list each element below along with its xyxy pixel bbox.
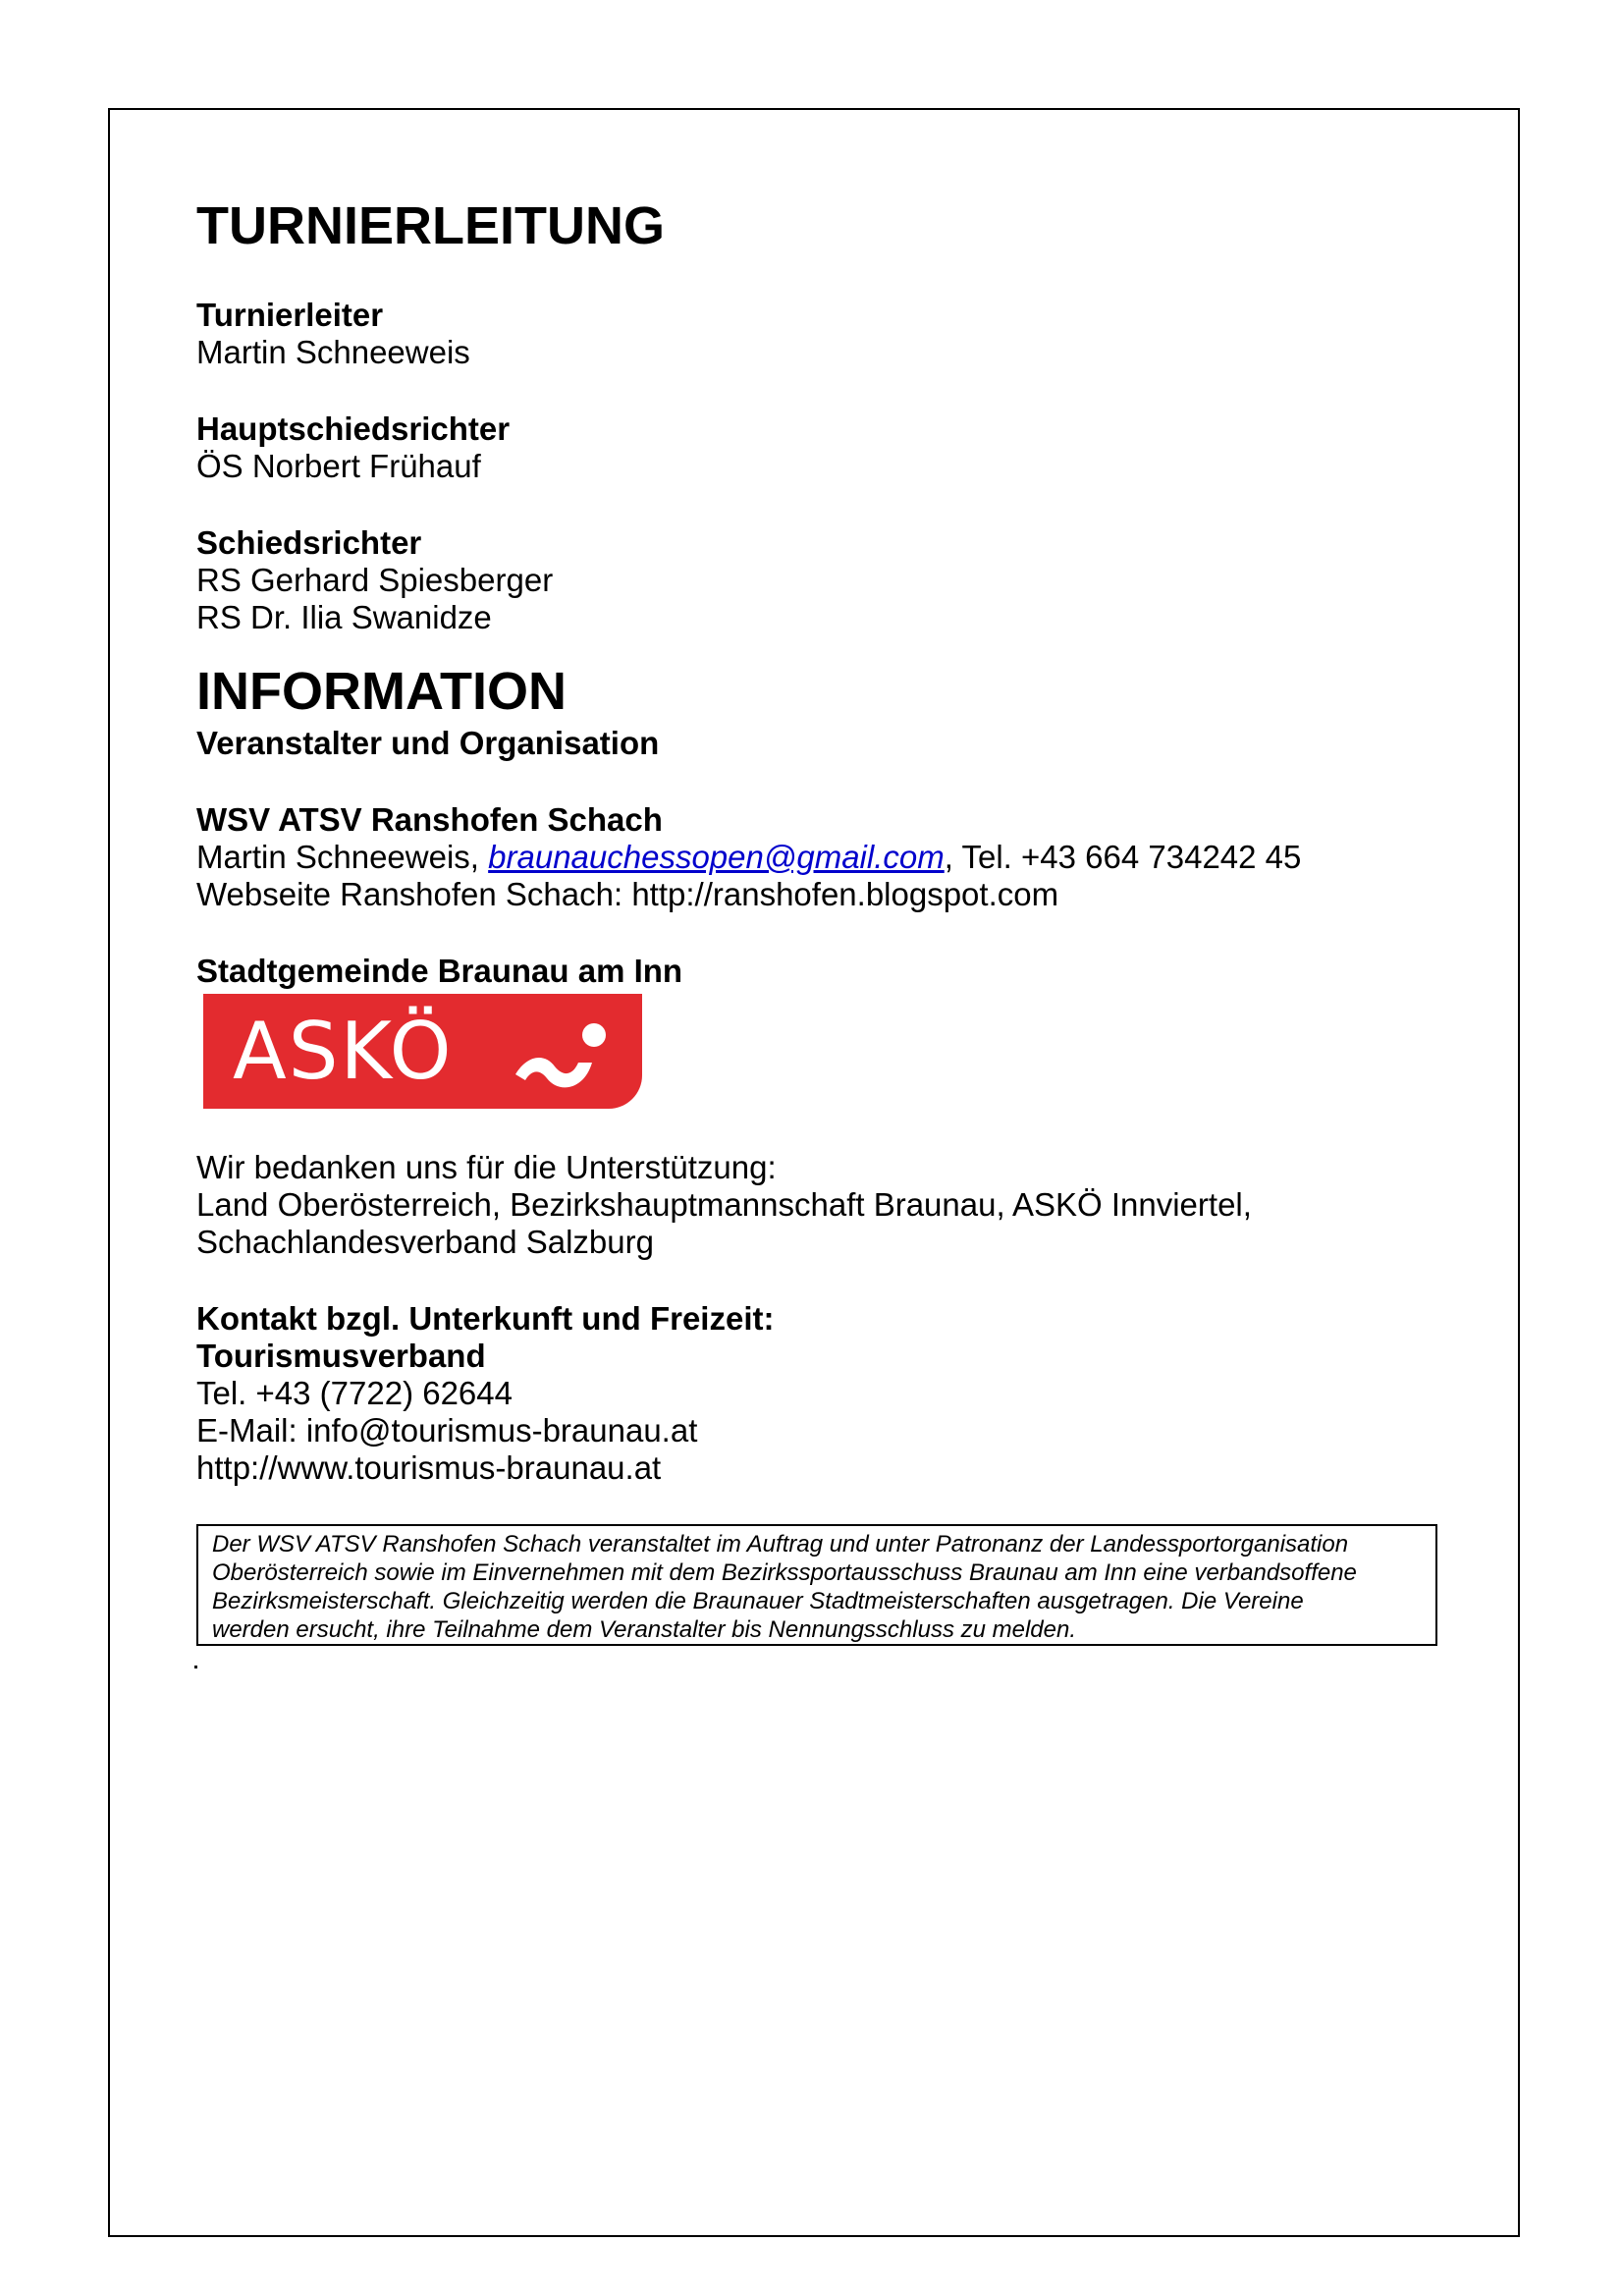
schiedsrichter-label: Schiedsrichter (196, 524, 422, 561)
website-line: Webseite Ranshofen Schach: http://ranshofen.blogspot.com (196, 876, 1059, 912)
notice-line-2: Oberösterreich sowie im Einvernehmen mit dem Bezirkssportausschuss Braunau am Inn eine verbandsoffene (212, 1559, 1357, 1586)
notice-line-4: werden ersucht, ihre Teilnahme dem Veranstalter bis Nennungsschluss zu melden. (212, 1616, 1077, 1643)
thanks-intro: Wir bedanken uns für die Unterstützung: (196, 1149, 777, 1185)
thanks-line-2: Schachlandesverband Salzburg (196, 1224, 654, 1260)
kontakt-label: Kontakt bzgl. Unterkunft und Freizeit: (196, 1300, 775, 1337)
contact-tel: , Tel. +43 664 734242 45 (944, 839, 1302, 875)
tourismus-web: http://www.tourismus-braunau.at (196, 1449, 662, 1486)
notice-line-1: Der WSV ATSV Ranshofen Schach veranstaltet im Auftrag und unter Patronanz der Landessportorganisation (212, 1531, 1349, 1558)
thanks-line-1: Land Oberösterreich, Bezirkshauptmannschaft Braunau, ASKÖ Innviertel, (196, 1186, 1252, 1223)
stray-mark (194, 1666, 197, 1668)
heading-information: INFORMATION (196, 662, 567, 721)
schiedsrichter-name-2: RS Dr. Ilia Swanidze (196, 599, 492, 635)
tourismus-label: Tourismusverband (196, 1338, 486, 1374)
contact-line (196, 839, 1301, 876)
contact-email-link[interactable]: braunauchessopen@gmail.com (488, 839, 945, 875)
tourismus-tel: Tel. +43 (7722) 62644 (196, 1375, 513, 1411)
turnierleiter-label: Turnierleiter (196, 297, 384, 333)
hauptschiedsrichter-label: Hauptschiedsrichter (196, 410, 511, 447)
heading-turnierleitung: TURNIERLEITUNG (196, 196, 665, 255)
notice-line-3: Bezirksmeisterschaft. Gleichzeitig werden die Braunauer Stadtmeisterschaften ausgetragen. Die Vereine (212, 1588, 1304, 1614)
notice-box (196, 1524, 1437, 1646)
subheading-veranstalter: Veranstalter und Organisation (196, 725, 660, 761)
club-name: WSV ATSV Ranshofen Schach (196, 801, 663, 838)
contact-name: Martin Schneeweis, (196, 839, 489, 875)
asko-logo-text: ASKÖ (233, 1006, 454, 1097)
asko-logo (203, 994, 642, 1109)
hauptschiedsrichter-name: ÖS Norbert Frühauf (196, 448, 481, 484)
schiedsrichter-name-1: RS Gerhard Spiesberger (196, 562, 554, 598)
tourismus-email: E-Mail: info@tourismus-braunau.at (196, 1412, 698, 1449)
asko-swirl-icon (508, 1015, 616, 1094)
turnierleiter-name: Martin Schneeweis (196, 334, 470, 370)
city-name: Stadtgemeinde Braunau am Inn (196, 953, 683, 989)
